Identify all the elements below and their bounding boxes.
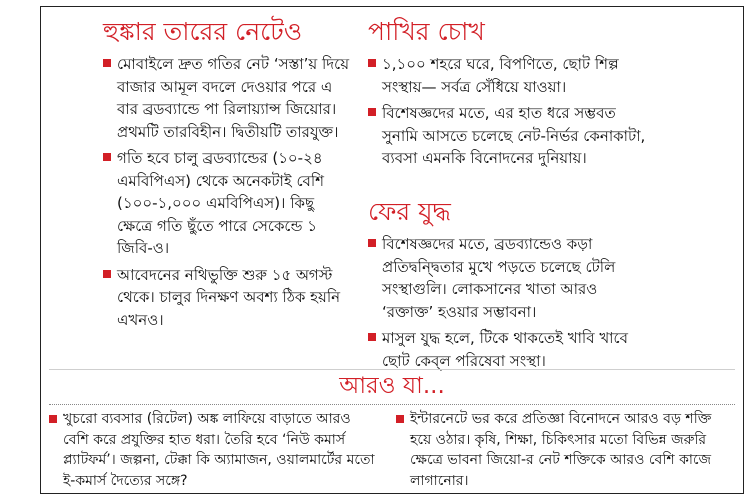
more-heading: আরও যা...	[339, 373, 445, 399]
list-item	[368, 233, 650, 323]
list-item	[103, 147, 351, 260]
bullet-text: বিশেষজ্ঞদের মতে, ব্রডব্যান্ডেও কড়া প্রতিদ্বন্দ্বিতার মুখে পড়তে চলেছে টেলি সংস্থাগুলি। লোকসানের খাতা আরও ‘রক্তাক্ত’ হওয়ার সম্ভাবনা।	[382, 235, 616, 321]
bullet-text: খুচরো ব্যবসার (রিটেল) অঙ্ক লাফিয়ে বাড়াতে আরও বেশি করে প্রযুক্তির হাত ধরা। তৈরি হবে ‘নিউ কমার্স প্ল্যাটফর্ম’। জল্পনা, টেক্কা কি অ্যামাজন, ওয়ালমার্টের মতো ই-কমার্স দৈত্যের সঙ্গে?	[63, 411, 375, 489]
more-right	[396, 409, 736, 495]
list-item	[396, 409, 736, 491]
bullet-square-icon	[368, 59, 376, 67]
dotted-divider	[49, 404, 735, 405]
section-heading-broadband: হুঙ্কার তারের নেটেও	[103, 17, 303, 46]
list-item	[368, 327, 650, 372]
bullet-text: মাসুল যুদ্ধ হলে, টিকে থাকতেই খাবি খাবে ছোট কেব্‌ল পরিষেবা সংস্থা।	[382, 329, 628, 370]
bullet-square-icon	[396, 415, 404, 423]
bullet-text: মোবাইলে দ্রুত গতির নেট ‘সস্তা’য় দিয়ে বাজার আমূল বদলে দেওয়ার পরে এ বার ব্রডব্যান্ডে পা রিলায়্যান্স জিয়োর। প্রথমটি তারবিহীন। দ্বিতীয়টি তারযুক্ত।	[117, 55, 350, 141]
list-item	[368, 53, 650, 98]
bullet-square-icon	[103, 153, 111, 161]
bullet-square-icon	[103, 59, 111, 67]
bullet-text: বিশেষজ্ঞদের মতে, এর হাত ধরে সম্ভবত সুনামি আসতে চলেছে নেট-নির্ভর কেনাকাটা, ব্যবসা এমনকি বিনোদনের দুনিয়ায়।	[382, 104, 646, 167]
list-item	[368, 102, 650, 170]
section-broadband	[103, 17, 351, 335]
bullet-square-icon	[368, 333, 376, 341]
bullet-text: ইন্টারনেটে ভর করে প্রতিজ্ঞা বিনোদনে আরও বড় শক্তি হয়ে ওঠার। কৃষি, শিক্ষা, চিকিৎসার মতো বিভিন্ন জরুরি ক্ষেত্রে ভাবনা জিয়ো-র নেট শক্তিকে আরও বেশি কাজে লাগানোর।	[410, 411, 712, 489]
bullet-square-icon	[368, 239, 376, 247]
section-heading-target: পাখির চোখ	[368, 17, 485, 46]
list-item	[49, 409, 379, 491]
infographic-box	[40, 6, 744, 494]
more-left	[49, 409, 379, 495]
section-war	[368, 197, 650, 376]
section-heading-war: ফের যুদ্ধ	[368, 197, 451, 226]
bullet-text: ১,১০০ শহরে ঘরে, বিপণিতে, ছোট শিল্প সংস্থায়— সর্বত্র সেঁধিয়ে যাওয়া।	[382, 55, 619, 96]
list-item	[103, 264, 351, 332]
bullet-square-icon	[103, 270, 111, 278]
bullet-text: গতি হবে চালু ব্রডব্যান্ডের (১০-২৪ এমবিপিএস) থেকে অনেকটাই বেশি (১০০-১,০০০ এমবিপিএস)। কিছু ক্ষেত্রে গতি ছুঁতে পারে সেকেন্ডে ১ জিবি-ও।	[117, 149, 325, 257]
section-target	[368, 17, 650, 174]
bullet-text: আবেদনের নথিভুক্তি শুরু ১৫ অগস্ট থেকে। চালুর দিনক্ষণ অবশ্য ঠিক হয়নি এখনও।	[117, 265, 341, 329]
section-divider	[49, 369, 735, 370]
list-item	[103, 53, 351, 143]
bullet-square-icon	[49, 415, 57, 423]
bullet-square-icon	[368, 108, 376, 116]
